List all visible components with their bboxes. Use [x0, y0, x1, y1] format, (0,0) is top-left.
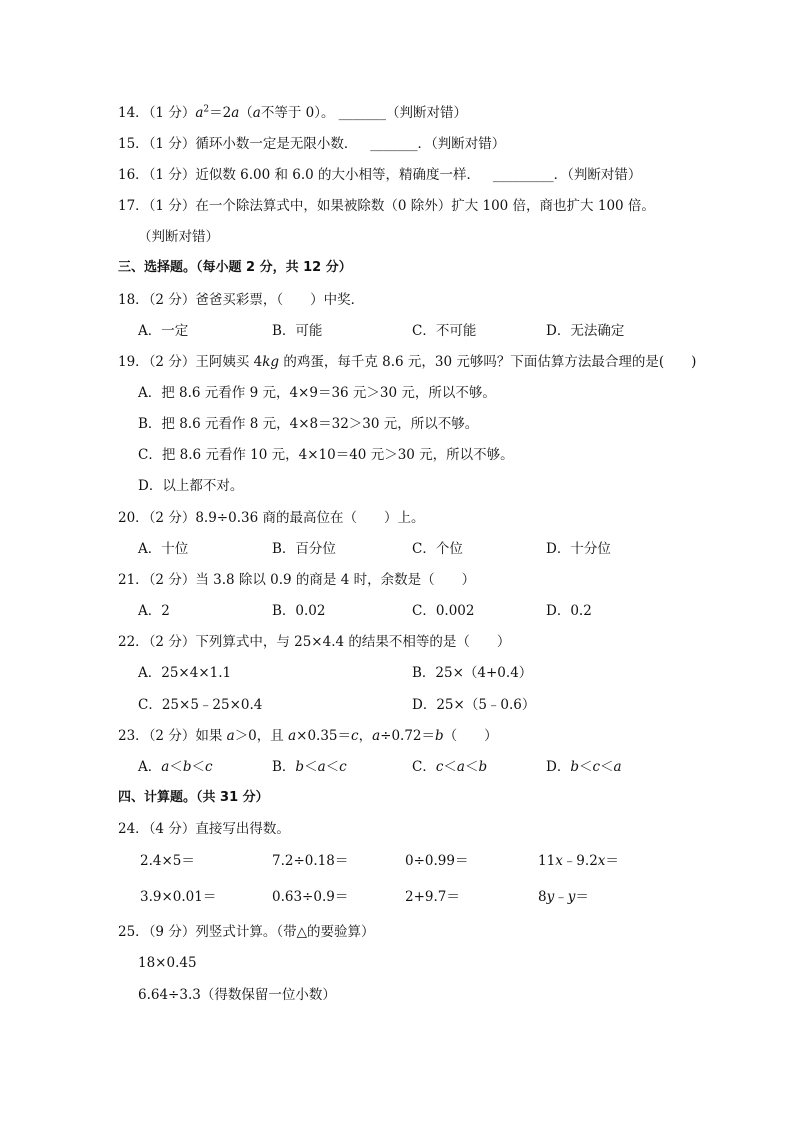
option-b[interactable]: B．把 8.6 元看作 8 元，4×8＝32＞30 元，所以不够。: [138, 416, 479, 432]
calc-text: ＝: [575, 889, 589, 905]
option-d[interactable]: D．0.2: [546, 603, 592, 619]
variable-c: c: [351, 728, 359, 744]
question-15: [118, 135, 505, 153]
section-title-choice: 三、选择题。（每小题 2 分，共 12 分）: [118, 260, 352, 275]
calc-text: ﹣9.2: [562, 853, 598, 869]
question-number: 19．: [118, 354, 149, 370]
question-score: （2 分）: [148, 292, 196, 308]
judge-hint: （判断对错）: [386, 105, 468, 121]
less-than: ＜: [578, 759, 593, 775]
question-score: （2 分）: [148, 510, 196, 526]
calc-item: 0.63÷0.9＝: [272, 889, 349, 905]
option-a[interactable]: A．一定: [138, 323, 189, 339]
equation-text: ＝2: [209, 105, 232, 121]
variable-x: x: [555, 853, 563, 869]
option-a[interactable]: [138, 758, 213, 776]
option-label: B．: [272, 759, 296, 775]
option-a[interactable]: A．把 8.6 元看作 9 元，4×9＝36 元＞30 元，所以不够。: [138, 385, 496, 401]
question-text: 下列算式中，与 25×4.4 的结果不相等的是（ ）: [195, 634, 511, 650]
option-a[interactable]: A．2: [138, 603, 170, 619]
variable: b: [478, 759, 488, 775]
question-score: （1 分）: [148, 105, 196, 121]
option-c[interactable]: C．25×5﹣25×0.4: [138, 697, 263, 713]
judge-hint: ．（判断对错）: [553, 167, 642, 183]
question-number: 21．: [118, 572, 149, 588]
option-c[interactable]: C．0.002: [412, 603, 475, 619]
question-text: ＞0，且: [234, 728, 289, 744]
exponent: 2: [203, 104, 210, 115]
option-label: A．: [138, 759, 162, 775]
less-than: ＜: [464, 759, 479, 775]
answer-blank[interactable]: _______: [338, 105, 387, 121]
variable: c: [435, 759, 444, 775]
option-d[interactable]: D．以上都不对。: [138, 478, 244, 494]
calc-item: [538, 888, 589, 906]
less-than: ＜: [169, 759, 183, 775]
option-c[interactable]: C．不可能: [412, 323, 477, 339]
variable-b: b: [435, 728, 444, 744]
variable: c: [592, 759, 601, 775]
calc-item: 18×0.45: [138, 955, 197, 971]
question-score: （1 分）: [148, 136, 196, 152]
option-d[interactable]: D．25×（5﹣0.6）: [412, 697, 536, 713]
question-19: [118, 353, 696, 371]
question-16: [118, 166, 641, 184]
variable: a: [613, 759, 622, 775]
variable: a: [161, 759, 170, 775]
calc-item: 6.64÷3.3（得数保留一位小数）: [138, 987, 336, 1003]
variable: b: [295, 759, 305, 775]
variable-a: a: [252, 105, 261, 121]
option-c[interactable]: [412, 758, 487, 776]
question-score: （2 分）: [148, 572, 196, 588]
question-23: [118, 727, 498, 745]
variable: a: [317, 759, 326, 775]
option-b[interactable]: [272, 758, 347, 776]
question-number: 22．: [118, 634, 149, 650]
calc-item: 2.4×5＝: [140, 853, 195, 869]
less-than: ＜: [191, 759, 205, 775]
variable-x: x: [597, 853, 606, 869]
question-score: （2 分）: [148, 354, 196, 370]
question-number: 16．: [118, 167, 149, 183]
question-text: 如果: [195, 728, 227, 744]
question-text: 循环小数一定是无限小数．: [195, 136, 358, 152]
variable-a: a: [231, 105, 240, 121]
question-score: （4 分）: [148, 821, 196, 837]
variable: b: [570, 759, 579, 775]
question-24: [118, 820, 290, 838]
calc-text: ＝: [605, 853, 619, 869]
question-14: [118, 104, 467, 122]
option-b[interactable]: B．0.02: [272, 603, 326, 619]
question-number: 20．: [118, 510, 149, 526]
question-number: 17．: [118, 198, 149, 214]
question-number: 18．: [118, 292, 149, 308]
option-b[interactable]: B．25×（4+0.4）: [412, 665, 533, 681]
question-text: 当 3.8 除以 0.9 的商是 4 时，余数是（ ）: [195, 572, 476, 588]
option-a[interactable]: A．十位: [138, 541, 189, 557]
question-number: 14．: [118, 105, 149, 121]
question-score: （9 分）: [148, 924, 196, 940]
less-than: ＜: [304, 759, 318, 775]
variable-a: a: [195, 105, 204, 121]
variable: c: [204, 759, 213, 775]
less-than: ＜: [443, 759, 457, 775]
calc-item: 0÷0.99＝: [405, 853, 469, 869]
option-d[interactable]: D．无法确定: [546, 323, 625, 339]
option-label: C．: [412, 759, 436, 775]
option-d[interactable]: [546, 758, 622, 776]
question-20: [118, 509, 424, 527]
question-text: ×0.35＝: [296, 728, 352, 744]
question-score: （2 分）: [148, 728, 196, 744]
answer-blank[interactable]: _______: [370, 136, 418, 152]
option-label: D．: [546, 759, 571, 775]
less-than: ＜: [325, 759, 340, 775]
calc-text: ﹣: [554, 889, 568, 905]
question-21: [118, 571, 475, 589]
calc-item: 3.9×0.01＝: [140, 889, 217, 905]
question-number: 23．: [118, 728, 149, 744]
option-a[interactable]: A．25×4×1.1: [138, 665, 232, 681]
question-score: （1 分）: [148, 167, 196, 183]
less-than: ＜: [600, 759, 614, 775]
option-d[interactable]: D．十分位: [546, 541, 611, 557]
option-b[interactable]: B．可能: [272, 323, 323, 339]
variable-y: y: [567, 889, 576, 905]
answer-paren: （ ）: [443, 728, 498, 744]
calc-text: 8: [538, 889, 547, 905]
judge-hint: ．（判断对错）: [417, 136, 506, 152]
variable-y: y: [546, 889, 555, 905]
variable: a: [456, 759, 465, 775]
variable: b: [182, 759, 192, 775]
question-text: 在一个除法算式中，如果被除数（0 除外）扩大 100 倍，商也扩大 100 倍。: [195, 198, 655, 214]
condition-text: 不等于 0）。: [260, 105, 335, 121]
variable: c: [339, 759, 347, 775]
question-text: 的鸡蛋，每千克 8.6 元，30 元够吗？下面估算方法最合理的是( ): [279, 354, 697, 370]
unit-kg: kg: [262, 354, 280, 370]
question-text: 直接写出得数。: [195, 821, 290, 837]
question-number: 25．: [118, 924, 149, 940]
question-text: ÷0.72＝: [380, 728, 436, 744]
question-22: [118, 633, 510, 651]
question-text: 王阿姨买 4: [195, 354, 263, 370]
question-text: ，: [358, 728, 373, 744]
question-text: 8.9÷0.36 商的最高位在（ ）上。: [195, 510, 425, 526]
answer-blank[interactable]: _________: [492, 167, 554, 183]
section-title-calc: 四、计算题。（共 31 分）: [118, 790, 269, 805]
option-c[interactable]: C．把 8.6 元看作 10 元，4×10＝40 元＞30 元，所以不够。: [138, 447, 514, 463]
question-number: 24．: [118, 821, 149, 837]
variable-a: a: [288, 728, 297, 744]
variable-a: a: [372, 728, 381, 744]
question-number: 15．: [118, 136, 149, 152]
question-25: [118, 923, 374, 941]
question-17: [118, 197, 655, 215]
question-score: （1 分）: [148, 198, 196, 214]
question-text: 近似数 6.00 和 6.0 的大小相等，精确度一样．: [195, 167, 481, 183]
question-17-hint: （判断对错）: [138, 229, 219, 245]
calc-text: 11: [538, 853, 556, 869]
option-b[interactable]: B．百分位: [272, 541, 336, 557]
calc-item: [538, 852, 619, 870]
calc-item: 7.2÷0.18＝: [272, 853, 349, 869]
question-18: [118, 291, 364, 309]
question-text: 爸爸买彩票，（ ）中奖．: [195, 292, 365, 308]
calc-item: 2+9.7＝: [405, 889, 460, 905]
question-score: （2 分）: [148, 634, 196, 650]
variable-a: a: [226, 728, 235, 744]
paren: （: [239, 105, 253, 121]
option-c[interactable]: C．个位: [412, 541, 463, 557]
question-text: 列竖式计算。（带△的要验算）: [195, 924, 375, 940]
